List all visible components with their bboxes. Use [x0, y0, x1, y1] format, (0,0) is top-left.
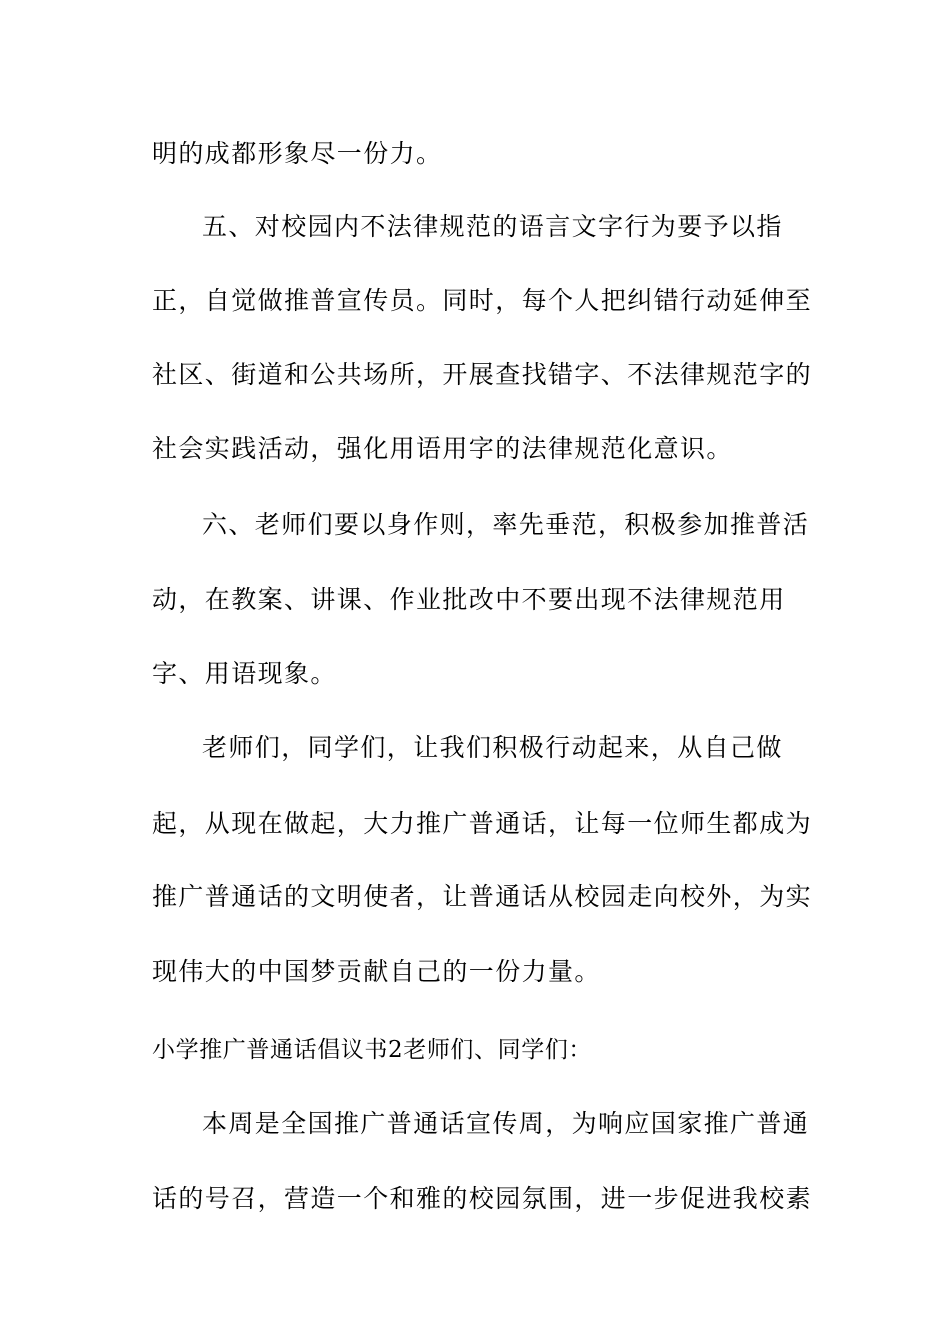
- paragraph-line: 动，在教案、讲课、作业批改中不要出现不法律规范用: [152, 585, 786, 614]
- paragraph-line: 明的成都形象尽一份力。: [152, 139, 443, 168]
- paragraph-line: 正，自觉做推普宣传员。同时，每个人把纠错行动延伸至: [152, 286, 813, 315]
- paragraph-line: 推广普通话的文明使者，让普通话从校园走向校外，为实: [152, 882, 813, 911]
- paragraph-line: 社区、街道和公共场所，开展查找错字、不法律规范字的: [152, 360, 813, 389]
- paragraph-line: 六、老师们要以身作则，率先垂范，积极参加推普活: [202, 510, 810, 539]
- paragraph-line: 老师们，同学们，让我们积极行动起来，从自己做: [202, 733, 783, 762]
- paragraph-line: 字、用语现象。: [152, 659, 337, 688]
- section-heading: 小学推广普通话倡议书2老师们、同学们：: [152, 1037, 593, 1063]
- paragraph-line: 现伟大的中国梦贡献自己的一份力量。: [152, 957, 601, 986]
- paragraph-line: 社会实践活动，强化用语用字的法律规范化意识。: [152, 434, 733, 463]
- paragraph-line: 本周是全国推广普通话宣传周，为响应国家推广普通: [202, 1109, 810, 1138]
- paragraph-line: 话的号召，营造一个和雅的校园氛围，进一步促进我校素: [152, 1184, 813, 1213]
- paragraph-line: 起，从现在做起，大力推广普通话，让每一位师生都成为: [152, 809, 813, 838]
- paragraph-line: 五、对校园内不法律规范的语言文字行为要予以指: [202, 212, 783, 241]
